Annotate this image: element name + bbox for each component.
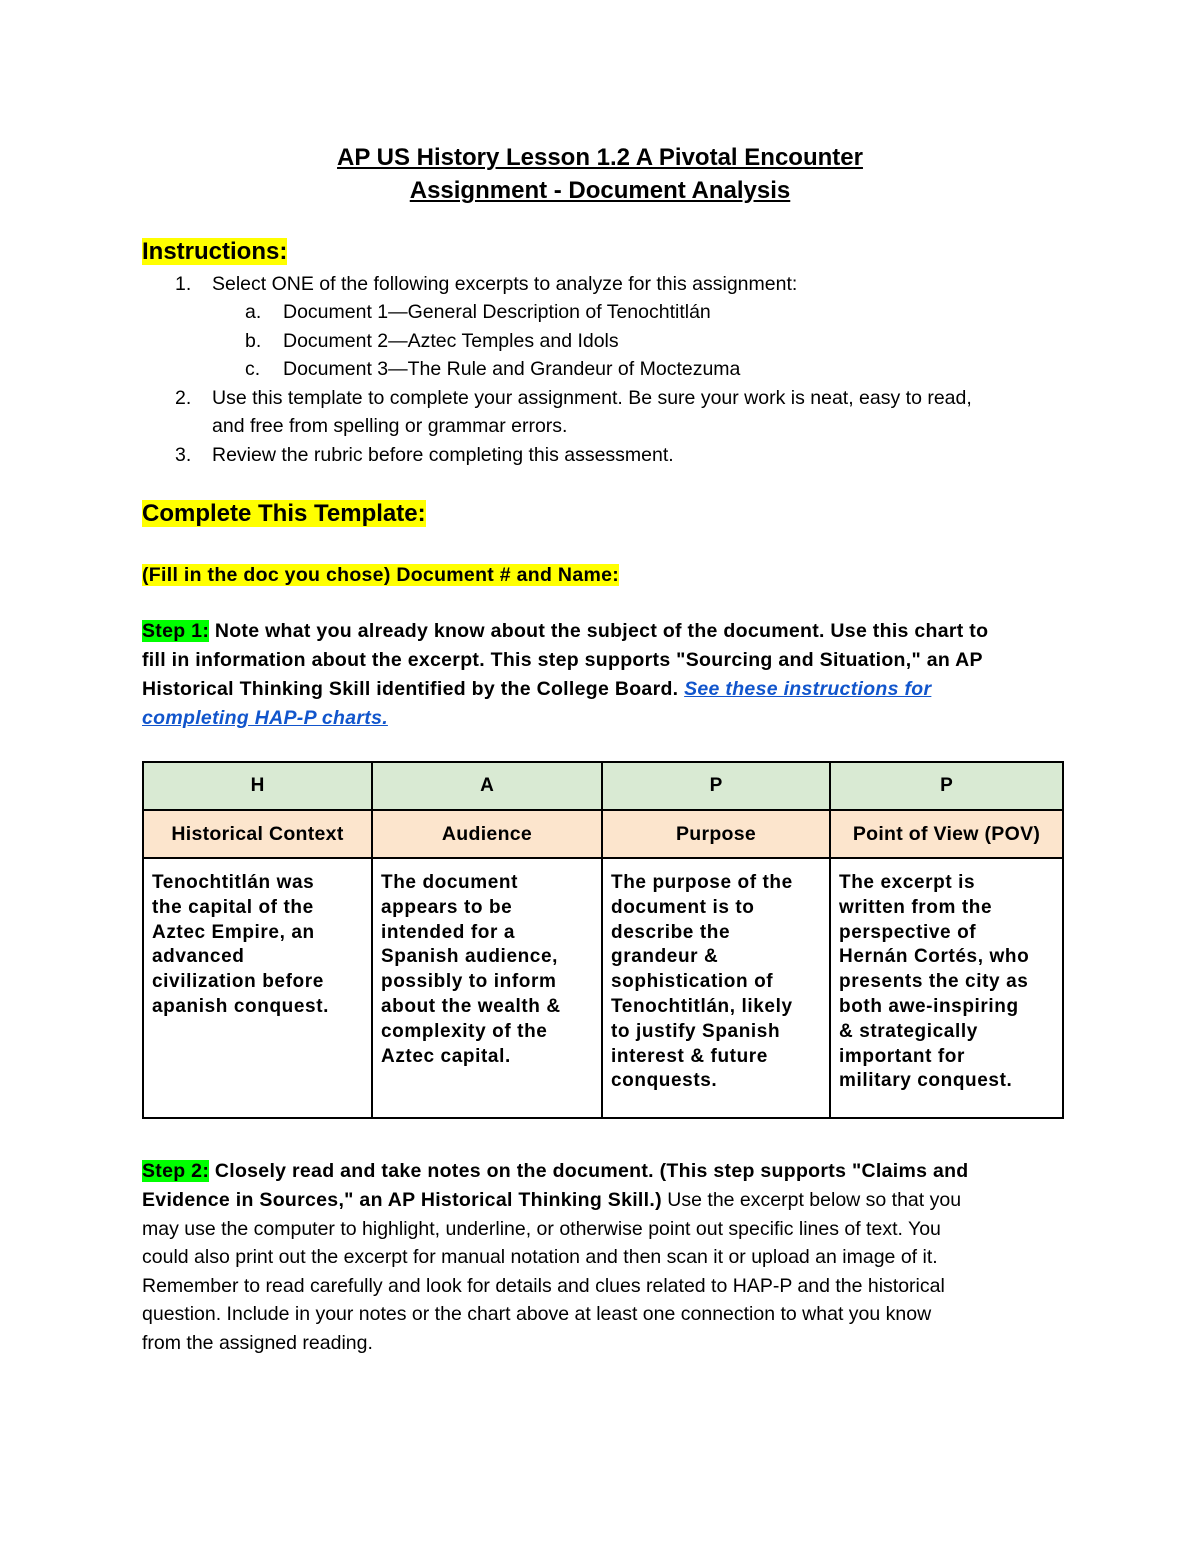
instruction-item-1: Select ONE of the following excerpts to analyze for this assignment: <box>212 273 798 295</box>
step2-line2: Evidence in Sources," an AP Historical Thinking Skill.) Use the excerpt below so that you <box>142 1189 962 1211</box>
step2-line1: Step 2: Closely read and take notes on the document. (This step supports "Claims and <box>142 1160 969 1182</box>
happ-instructions-link[interactable]: See these instructions for <box>684 678 932 700</box>
cell-historical-context[interactable]: Tenochtitlán was the capital of the Aztec Empire, an advanced civilization before apanish conquest. <box>143 858 372 1118</box>
step2-line7: from the assigned reading. <box>142 1332 373 1354</box>
list-letter: a. <box>245 301 262 323</box>
step1-line1: Step 1: Note what you already know about the subject of the document. Use this chart to <box>142 620 989 642</box>
happ-response-row <box>143 858 1063 1118</box>
step1-label: Step 1: <box>142 620 210 642</box>
list-number: 2. <box>175 387 192 409</box>
list-number: 3. <box>175 444 192 466</box>
cell-point-of-view[interactable]: The excerpt is written from the perspective of Hernán Cortés, who presents the city as both awe-inspiring & strategically important for military conquest. <box>830 858 1063 1118</box>
happ-instructions-link-cont[interactable]: completing HAP-P charts. <box>142 707 388 729</box>
document-subtitle: Assignment - Document Analysis <box>409 177 791 204</box>
step1-line2: fill in information about the excerpt. This step supports "Sourcing and Situation," an AP <box>142 649 983 671</box>
instructions-heading: Instructions: <box>142 238 288 265</box>
label-pov: Point of View (POV) <box>830 810 1063 858</box>
letter-p: P <box>602 762 830 810</box>
document-option-3: Document 3—The Rule and Grandeur of Moctezuma <box>283 358 741 380</box>
label-audience: Audience <box>372 810 602 858</box>
list-number: 1. <box>175 273 192 295</box>
happ-label-row <box>143 810 1063 858</box>
letter-a: A <box>372 762 602 810</box>
letter-h: H <box>143 762 372 810</box>
instruction-item-2: Use this template to complete your assignment. Be sure your work is neat, easy to read, <box>212 387 972 409</box>
cell-purpose[interactable]: The purpose of the document is to describe the grandeur & sophistication of Tenochtitlán, likely to justify Spanish interest & future conquests. <box>602 858 830 1118</box>
step2-label: Step 2: <box>142 1160 210 1182</box>
letter-p2: P <box>830 762 1063 810</box>
document-title: AP US History Lesson 1.2 A Pivotal Encounter <box>337 144 863 171</box>
step1-line4 <box>142 704 388 733</box>
list-letter: c. <box>245 358 261 380</box>
instruction-item-2-cont: and free from spelling or grammar errors. <box>212 415 568 437</box>
document-option-2: Document 2—Aztec Temples and Idols <box>283 330 619 352</box>
step1-line3: Historical Thinking Skill identified by the College Board. See these instructions for <box>142 678 932 700</box>
cell-audience[interactable]: The document appears to be intended for a Spanish audience, possibly to inform about the wealth & complexity of the Aztec capital. <box>372 858 602 1118</box>
list-letter: b. <box>245 330 262 352</box>
instruction-item-3: Review the rubric before completing this assessment. <box>212 444 674 466</box>
happ-chart <box>142 761 1064 1119</box>
label-historical-context: Historical Context <box>143 810 372 858</box>
label-purpose: Purpose <box>602 810 830 858</box>
step2-line5: Remember to read carefully and look for details and clues related to HAP-P and the historical <box>142 1275 945 1297</box>
step2-line4: could also print out the excerpt for manual notation and then scan it or upload an image of it. <box>142 1246 938 1268</box>
step2-line3: may use the computer to highlight, underline, or otherwise point out specific lines of text. You <box>142 1218 941 1240</box>
document-option-1: Document 1—General Description of Tenochtitlán <box>283 301 711 323</box>
step2-line6: question. Include in your notes or the chart above at least one connection to what you know <box>142 1303 932 1325</box>
happ-letter-row <box>143 762 1063 810</box>
template-heading: Complete This Template: <box>142 500 426 527</box>
fill-in-prompt: (Fill in the doc you chose) Document # and Name: <box>142 564 620 586</box>
